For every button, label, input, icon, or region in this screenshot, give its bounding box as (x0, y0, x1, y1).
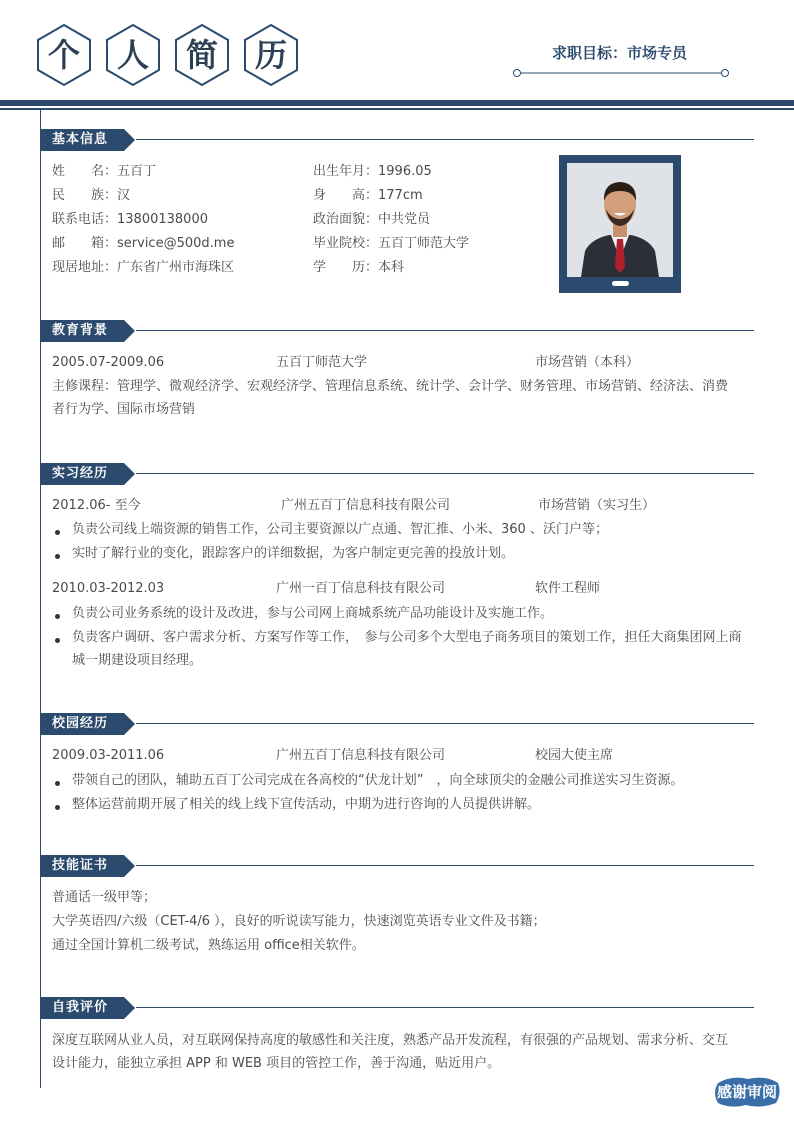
section-title-skills: 技能证书 (52, 858, 109, 873)
skill-1: 普通话一级甲等； (52, 890, 157, 905)
section-title-campus: 校园经历 (52, 716, 109, 731)
bullet-dot (55, 805, 60, 810)
basic-email: 邮 箱：service@500d.me (52, 236, 235, 251)
campus-role: 校园大使主席 (535, 748, 614, 763)
basic-address: 现居地址：广东省广州市海珠区 (52, 260, 235, 275)
bullet-dot (55, 781, 60, 786)
profile-photo (567, 163, 673, 277)
timeline-line (40, 110, 41, 1088)
internship-1-bullet-1: 负责公司线上端资源的销售工作，公司主要资源以广点通、智汇推、小米、360 、沃门户等； (72, 522, 608, 537)
section-header-skills (40, 855, 754, 877)
thanks-stamp-text: 感谢审阅 (716, 1083, 777, 1101)
section-header-self (40, 997, 754, 1019)
skill-3: 通过全国计算机二级考试，熟练运用 office相关软件。 (52, 938, 365, 953)
internship-2-period: 2010.03-2012.03 (52, 581, 165, 596)
internship-1-period: 2012.06- 至今 (52, 498, 141, 513)
title-char-3: 简 (185, 36, 218, 74)
section-header-internship (40, 463, 754, 485)
title-char-4: 历 (254, 36, 287, 74)
skill-2: 大学英语四/六级（CET-4/6 ），良好的听说读写能力，快速浏览英语专业文件及书籍； (52, 914, 546, 929)
basic-phone: 联系电话：13800138000 (52, 212, 208, 227)
job-target-underline (512, 67, 730, 79)
basic-degree: 学 历：本科 (313, 260, 405, 275)
title-hex-2 (105, 23, 161, 87)
internship-2-role: 软件工程师 (535, 581, 601, 596)
title-char-1: 个 (47, 36, 80, 74)
education-period: 2005.07-2009.06 (52, 355, 165, 370)
campus-bullet-2: 整体运营前期开展了相关的线上线下宣传活动，中期为进行咨询的人员提供讲解。 (72, 797, 541, 812)
basic-name: 姓 名：五百丁 (52, 164, 157, 179)
header-bar (0, 100, 794, 106)
internship-1-role: 市场营销（实习生） (538, 498, 656, 513)
bullet-dot (55, 554, 60, 559)
internship-1-bullet-2: 实时了解行业的变化，跟踪客户的详细数据，为客户制定更完善的投放计划。 (72, 546, 515, 561)
internship-2-bullet-2: 负责客户调研、客户需求分析、方案写作等工作， 参与公司多个大型电子商务项目的策划工作，担任大商集团网上商城一期建设项目经理。 (72, 630, 742, 668)
section-title-internship: 实习经历 (52, 466, 109, 481)
basic-ethnicity: 民 族：汉 (52, 188, 131, 203)
internship-2-company: 广州一百丁信息科技有限公司 (276, 581, 446, 596)
title-char-2: 人 (116, 36, 149, 74)
title-hex-4 (243, 23, 299, 87)
campus-period: 2009.03-2011.06 (52, 748, 165, 763)
header-bar-thin (0, 108, 794, 110)
basic-birth: 出生年月：1996.05 (313, 164, 432, 179)
education-school: 五百丁师范大学 (276, 355, 368, 370)
internship-1-company: 广州五百丁信息科技有限公司 (281, 498, 451, 513)
internship-2-bullet-1: 负责公司业务系统的设计及改进，参与公司网上商城系统产品功能设计及实施工作。 (72, 606, 554, 621)
photo-frame-button (612, 281, 629, 286)
education-courses: 主修课程：管理学、微观经济学、宏观经济学、管理信息系统、统计学、会计学、财务管理、市场营销、经济法、消费者行为学、国际市场营销 (52, 379, 729, 417)
section-header-campus (40, 713, 754, 735)
self-evaluation: 深度互联网从业人员，对互联网保持高度的敏感性和关注度，熟悉产品开发流程，有很强的产品规划、需求分析、交互设计能力，能独立承担 APP 和 WEB 项目的管控工作，善于沟通，贴近用户。 (52, 1033, 729, 1071)
basic-political: 政治面貌：中共党员 (313, 212, 431, 227)
bullet-dot (55, 638, 60, 643)
basic-height: 身 高：177cm (313, 188, 423, 203)
section-header-basic (40, 129, 754, 151)
section-header-education (40, 320, 754, 342)
profile-photo-frame (559, 155, 681, 293)
section-title-self: 自我评价 (52, 1000, 109, 1015)
campus-bullet-1: 带领自己的团队，辅助五百丁公司完成在各高校的“伏龙计划” ，向全球顶尖的金融公司推送实习生资源。 (72, 773, 684, 788)
basic-school: 毕业院校：五百丁师范大学 (313, 236, 470, 251)
bullet-dot (55, 614, 60, 619)
title-hex-1 (36, 23, 92, 87)
section-title-education: 教育背景 (52, 323, 109, 338)
job-target: 求职目标：市场专员 (552, 44, 688, 62)
section-title-basic: 基本信息 (52, 132, 109, 147)
thanks-stamp (712, 1075, 782, 1109)
education-major: 市场营销（本科） (535, 355, 640, 370)
bullet-dot (55, 530, 60, 535)
campus-company: 广州五百丁信息科技有限公司 (276, 748, 446, 763)
title-hex-3 (174, 23, 230, 87)
